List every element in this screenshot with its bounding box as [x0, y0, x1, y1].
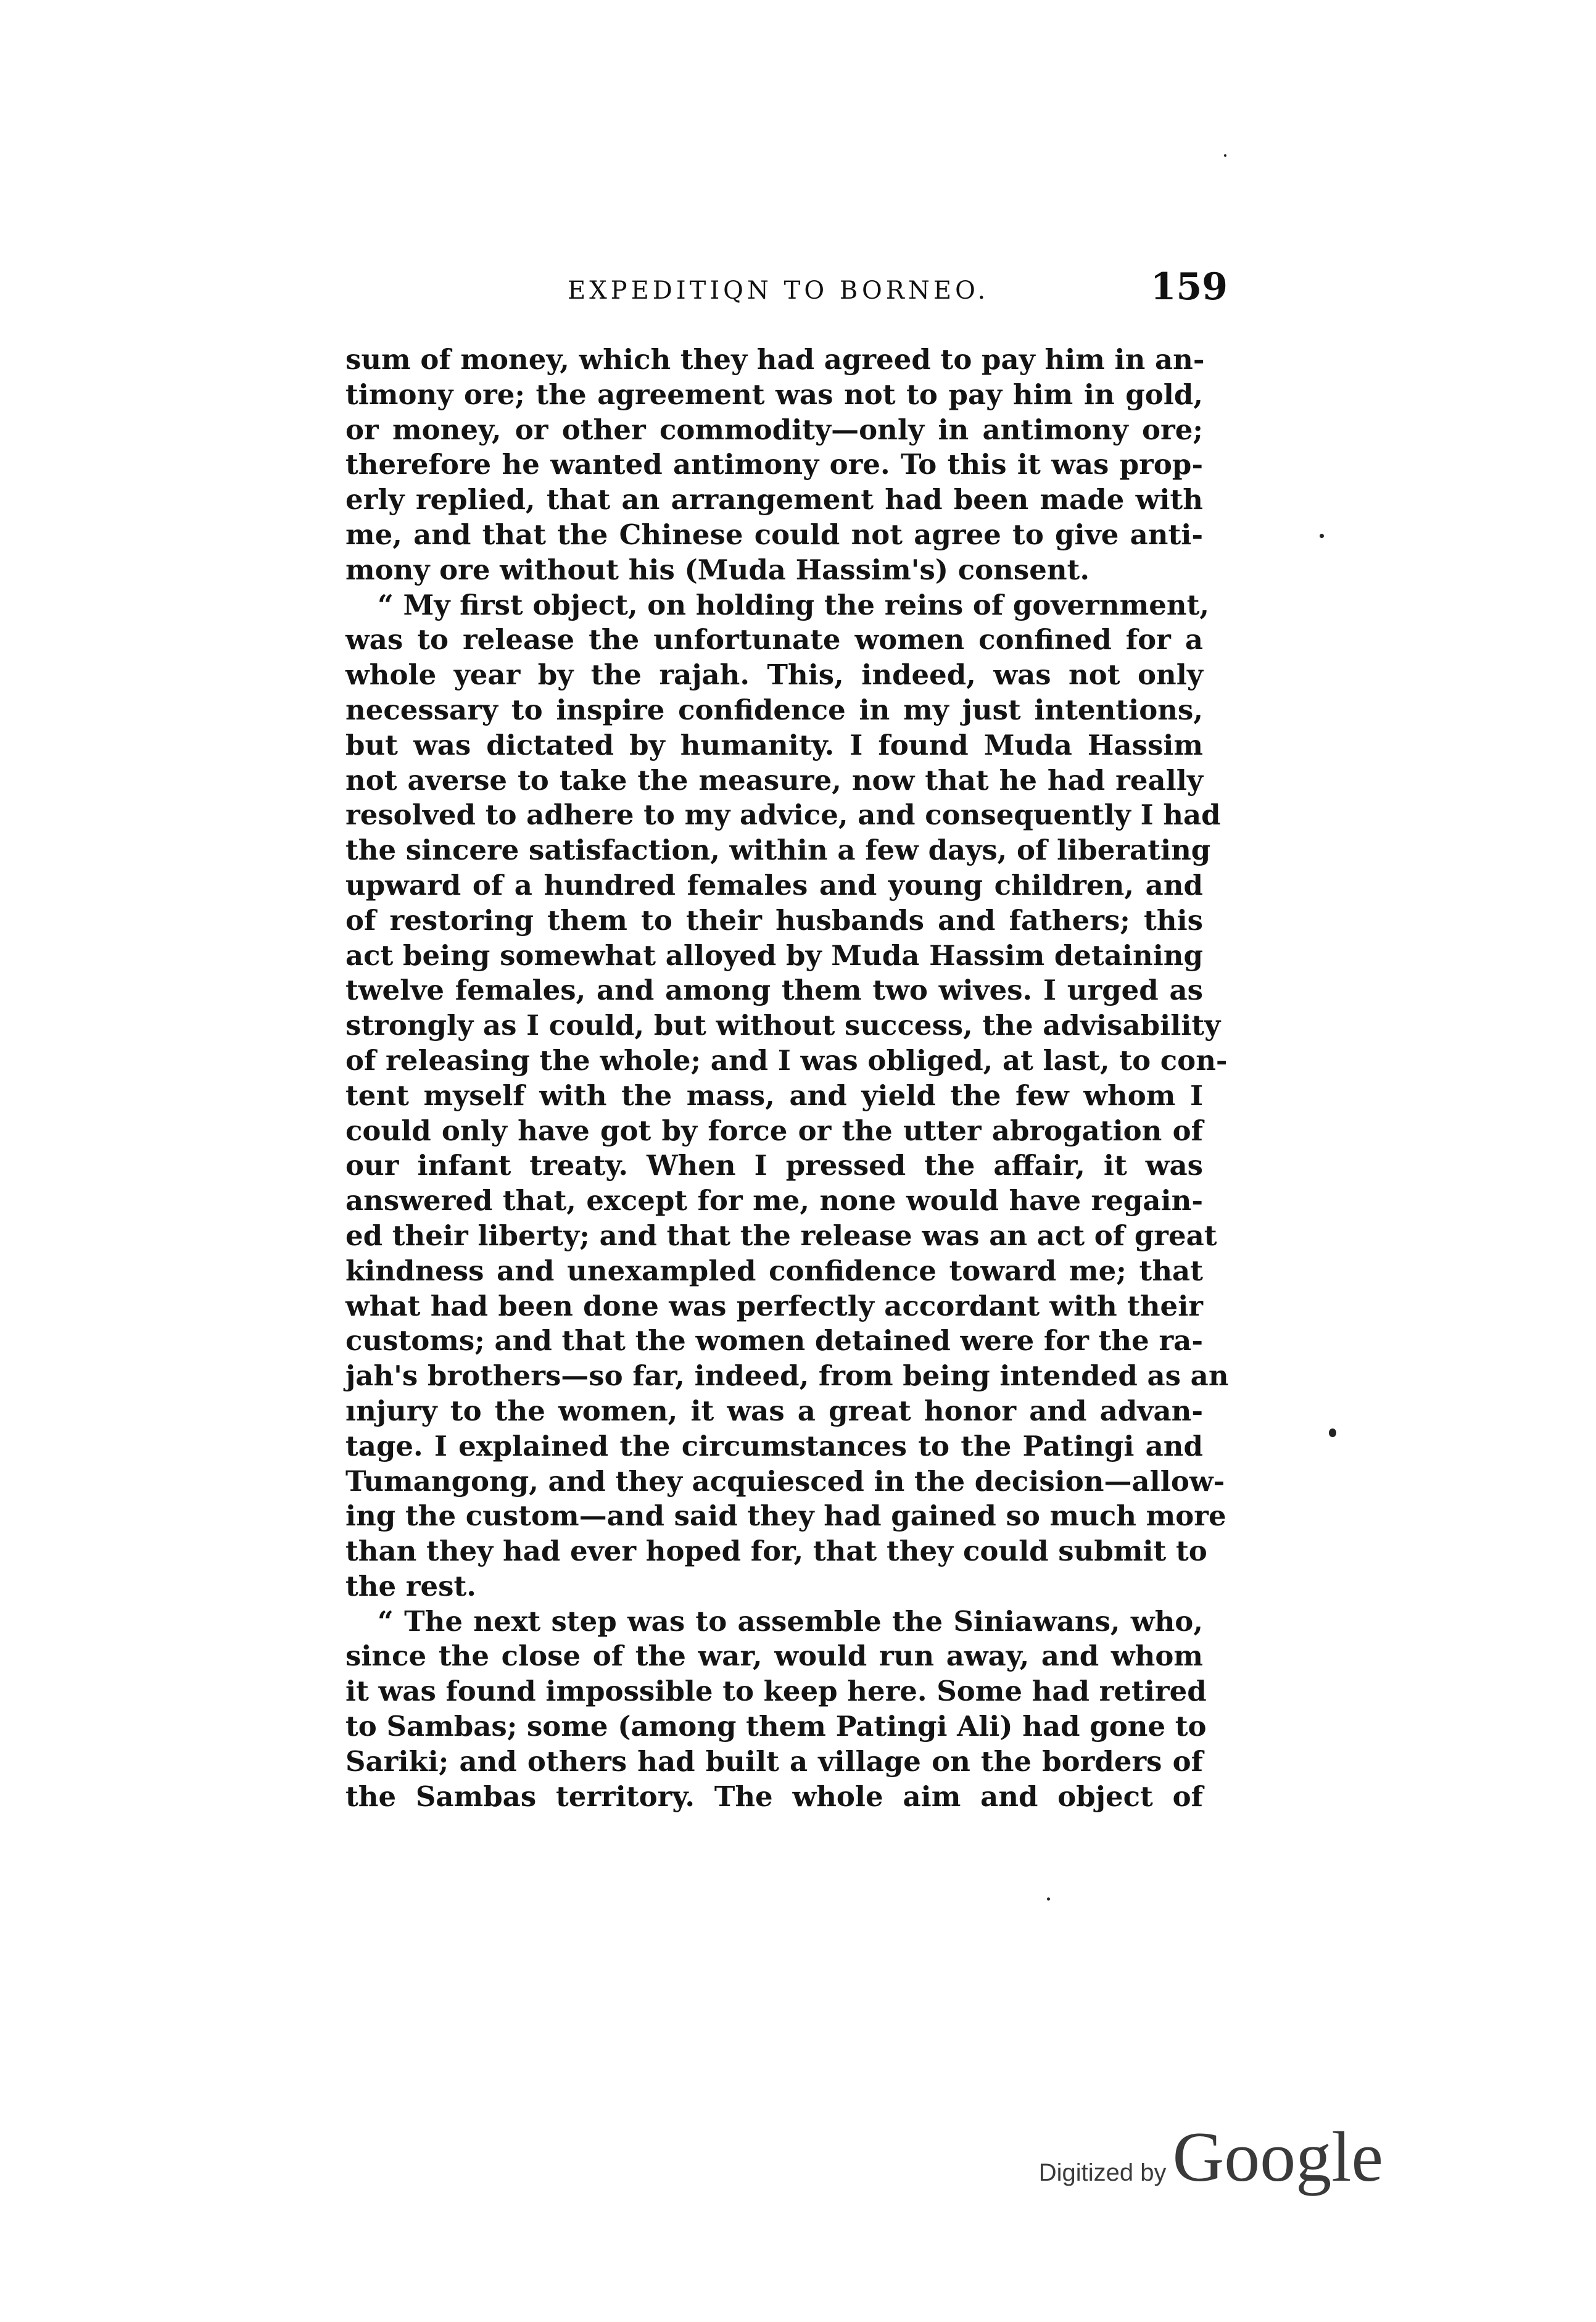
- text-line: ed their liberty; and that the release was an act of great: [345, 1219, 1217, 1252]
- scan-speck: [1320, 534, 1324, 538]
- text-line: mony ore without his (Muda Hassim's) consent.: [345, 553, 1090, 586]
- scan-speck: [1224, 154, 1226, 157]
- text-line: twelve females, and among them two wives. I urged as: [345, 974, 1203, 1007]
- text-line: it was found impossible to keep here. Some had retired: [345, 1675, 1207, 1708]
- text-line: tent myself with the mass, and yield the few whom I: [345, 1079, 1203, 1112]
- page-header: [345, 265, 1228, 321]
- text-line: whole year by the rajah. This, indeed, was not only: [345, 658, 1203, 692]
- text-line: or money, or other commodity—only in antimony ore;: [345, 413, 1203, 446]
- text-line: the rest.: [345, 1569, 476, 1603]
- text-line: than they had ever hoped for, that they could submit to: [345, 1535, 1207, 1568]
- text-line: the Sambas territory. The whole aim and object of: [345, 1780, 1203, 1813]
- text-line: sum of money, which they had agreed to pay him in an-: [345, 343, 1205, 376]
- scan-speck: [1047, 1897, 1050, 1901]
- text-line: timony ore; the agreement was not to pay him in gold,: [345, 378, 1203, 411]
- text-line: strongly as I could, but without success, the advisability: [345, 1009, 1221, 1042]
- digitization-watermark: [1039, 2117, 1383, 2199]
- text-line: to Sambas; some (among them Patingi Ali) had gone to: [345, 1710, 1207, 1743]
- text-line: of releasing the whole; and I was obliged, at last, to con-: [345, 1043, 1228, 1077]
- text-line: of restoring them to their husbands and fathers; this: [345, 903, 1203, 937]
- text-line: resolved to adhere to my advice, and consequently I had: [345, 798, 1221, 832]
- text-line: Tumangong, and they acquiesced in the decision—allow-: [345, 1464, 1225, 1498]
- running-head: EXPEDITIQN TO BORNEO.: [568, 276, 990, 305]
- watermark-prefix: Digitized by: [1038, 2159, 1167, 2186]
- text-line: customs; and that the women detained were for the ra-: [345, 1324, 1203, 1358]
- text-line: me, and that the Chinese could not agree to give anti-: [345, 518, 1203, 551]
- text-line: upward of a hundred females and young children, and: [345, 868, 1203, 902]
- text-line: ınjury to the women, it was a great honor and advan-: [345, 1394, 1203, 1427]
- text-line: act being somewhat alloyed by Muda Hassim detaining: [345, 939, 1203, 972]
- text-line: jah's brothers—so far, indeed, from being intended as an: [345, 1359, 1229, 1393]
- text-line: our infant treaty. When I pressed the affair, it was: [345, 1149, 1203, 1182]
- text-line: tage. I explained the circumstances to the Patingi and: [345, 1429, 1203, 1462]
- text-line: kindness and unexampled confidence toward me; that: [345, 1254, 1203, 1287]
- text-line: necessary to inspire confidence in my just intentions,: [345, 693, 1203, 726]
- body-text: [345, 342, 1229, 1814]
- text-line: erly replied, that an arrangement had been made with: [345, 483, 1203, 516]
- watermark-brand: Google: [1172, 2118, 1383, 2197]
- text-line: answered that, except for me, none would have regain-: [345, 1184, 1203, 1217]
- text-line: what had been done was perfectly accordant with their: [345, 1289, 1203, 1322]
- text-line: since the close of the war, would run away, and whom: [345, 1640, 1203, 1673]
- text-line: “ My first object, on holding the reins of government,: [378, 588, 1210, 621]
- page-number: 159: [1150, 265, 1228, 309]
- text-line: the sincere satisfaction, within a few days, of liberating: [345, 834, 1211, 867]
- text-line: “ The next step was to assemble the Siniawans, who,: [378, 1604, 1203, 1638]
- text-line: ing the custom—and said they had gained so much more: [345, 1499, 1226, 1533]
- text-line: was to release the unfortunate women confined for a: [345, 623, 1203, 657]
- text-line: but was dictated by humanity. I found Muda Hassim: [345, 728, 1203, 761]
- scan-speck: [1329, 1428, 1336, 1437]
- text-line: Sariki; and others had built a village on the borders of: [345, 1744, 1203, 1778]
- text-line: could only have got by force or the utter abrogation of: [345, 1114, 1203, 1147]
- text-line: therefore he wanted antimony ore. To this it was prop-: [345, 448, 1203, 481]
- text-line: not averse to take the measure, now that he had really: [345, 763, 1203, 797]
